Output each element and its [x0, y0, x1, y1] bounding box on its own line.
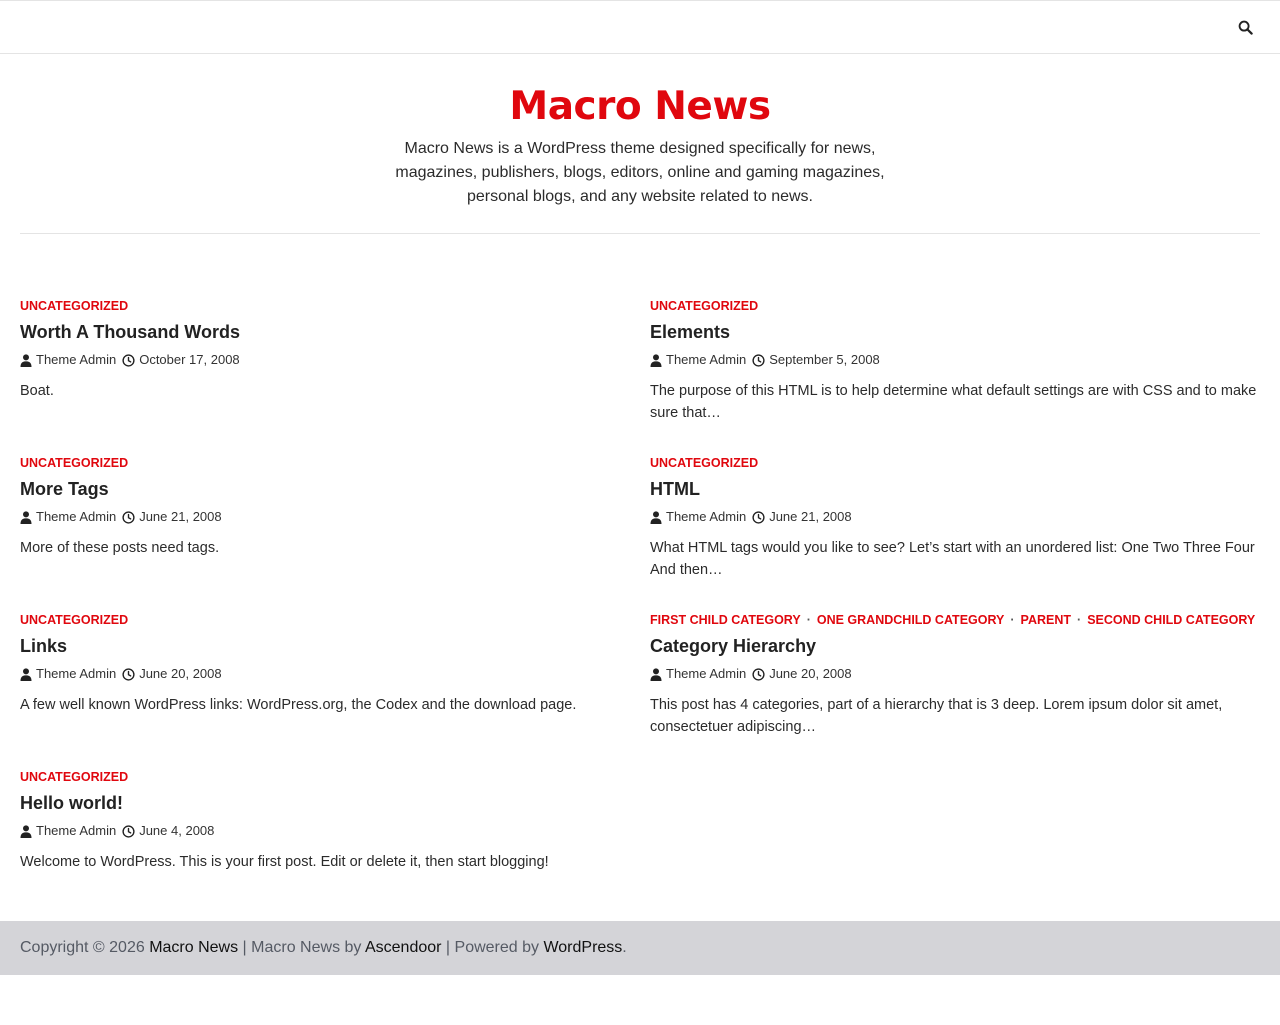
post-author-name: Theme Admin: [36, 509, 117, 524]
post-title[interactable]: HTML: [650, 479, 700, 499]
post-category-link[interactable]: UNCATEGORIZED: [20, 770, 129, 784]
post-categories: [650, 299, 1260, 313]
post-category-link[interactable]: FIRST CHILD CATEGORY: [650, 613, 801, 627]
post-meta: [650, 666, 1260, 682]
clock-icon: [122, 668, 135, 681]
post-date-text: June 21, 2008: [139, 509, 222, 524]
clock-icon: [752, 511, 765, 524]
post-excerpt: Boat.: [20, 383, 54, 399]
footer-site-link[interactable]: Macro News: [149, 939, 239, 956]
post-categories: [20, 613, 630, 627]
post-category-link[interactable]: PARENT: [1020, 613, 1072, 627]
post-author-name: Theme Admin: [36, 666, 117, 681]
category-separator: ·: [806, 613, 811, 627]
clock-icon: [122, 825, 135, 838]
post-meta: [20, 352, 630, 368]
post-excerpt: More of these posts need tags.: [20, 540, 220, 556]
category-separator: ·: [1010, 613, 1015, 627]
post-title[interactable]: Category Hierarchy: [650, 636, 817, 656]
post-date-text: September 5, 2008: [769, 352, 880, 367]
search-icon: [1238, 20, 1253, 35]
clock-icon: [752, 354, 765, 367]
site-footer: [0, 921, 1280, 975]
post-date[interactable]: [122, 823, 214, 839]
author-icon: [650, 354, 662, 367]
footer-wordpress-link[interactable]: WordPress: [543, 939, 623, 956]
search-button[interactable]: [1233, 15, 1257, 39]
author-icon: [20, 825, 32, 838]
post-author-name: Theme Admin: [666, 352, 747, 367]
post-categories: [20, 456, 630, 470]
post-excerpt: A few well known WordPress links: WordPress.org, the Codex and the download page.: [20, 697, 577, 713]
post-author[interactable]: [650, 352, 746, 368]
post-meta: [20, 823, 630, 839]
post-author-name: Theme Admin: [666, 666, 747, 681]
post-title[interactable]: More Tags: [20, 479, 109, 499]
post-author-name: Theme Admin: [36, 352, 117, 367]
post-card: [650, 299, 1260, 424]
post-meta: [650, 509, 1260, 525]
post-category-link[interactable]: UNCATEGORIZED: [20, 456, 129, 470]
post-category-link[interactable]: ONE GRANDCHILD CATEGORY: [816, 613, 1005, 627]
post-categories: [20, 299, 630, 313]
post-meta: [650, 352, 1260, 368]
copyright-text: Copyright © 2026: [20, 939, 150, 956]
author-icon: [20, 668, 32, 681]
post-card: [20, 770, 630, 874]
post-date[interactable]: [122, 509, 221, 525]
post-title[interactable]: Elements: [650, 322, 731, 342]
post-author[interactable]: [650, 666, 746, 682]
post-author-name: Theme Admin: [36, 823, 117, 838]
post-card: [20, 299, 630, 403]
post-date-text: June 4, 2008: [139, 823, 215, 838]
post-excerpt: The purpose of this HTML is to help determine what default settings are with CSS and to make sure that…: [650, 383, 1257, 421]
post-card: [20, 613, 630, 717]
post-categories: [20, 770, 630, 784]
post-title[interactable]: Worth A Thousand Words: [20, 322, 240, 342]
post-date[interactable]: [752, 509, 851, 525]
post-date[interactable]: [752, 352, 880, 368]
post-excerpt: Welcome to WordPress. This is your first post. Edit or delete it, then start blogging!: [20, 854, 549, 870]
post-title[interactable]: Links: [20, 636, 68, 656]
post-date-text: October 17, 2008: [139, 352, 240, 367]
post-excerpt: What HTML tags would you like to see? Let’s start with an unordered list: One Two Three Four And then…: [650, 540, 1255, 578]
author-icon: [650, 511, 662, 524]
site-description: Macro News is a WordPress theme designed specifically for news, magazines, publishers, blogs, editors, online and gaming magazines, personal blogs, and any website related to news.: [395, 140, 885, 205]
post-title[interactable]: Hello world!: [20, 793, 123, 813]
post-meta: [20, 509, 630, 525]
post-author[interactable]: [20, 823, 116, 839]
post-date-text: June 20, 2008: [769, 666, 852, 681]
author-icon: [20, 354, 32, 367]
post-categories: [650, 613, 1260, 627]
clock-icon: [752, 668, 765, 681]
post-categories: [650, 456, 1260, 470]
post-date[interactable]: [122, 666, 221, 682]
post-author[interactable]: [650, 509, 746, 525]
category-separator: ·: [1077, 613, 1082, 627]
post-meta: [20, 666, 630, 682]
author-icon: [650, 668, 662, 681]
post-card: [20, 456, 630, 560]
post-author[interactable]: [20, 352, 116, 368]
header-divider: [20, 233, 1260, 234]
site-branding: [0, 84, 1280, 209]
post-category-link[interactable]: UNCATEGORIZED: [20, 613, 129, 627]
clock-icon: [122, 354, 135, 367]
post-category-link[interactable]: UNCATEGORIZED: [650, 456, 759, 470]
post-date[interactable]: [122, 352, 239, 368]
post-date-text: June 21, 2008: [769, 509, 852, 524]
post-category-link[interactable]: UNCATEGORIZED: [20, 299, 129, 313]
post-category-link[interactable]: UNCATEGORIZED: [650, 299, 759, 313]
post-card: [650, 456, 1260, 581]
post-category-link[interactable]: SECOND CHILD CATEGORY: [1087, 613, 1256, 627]
post-author[interactable]: [20, 666, 116, 682]
footer-author-link[interactable]: Ascendoor: [364, 939, 442, 956]
footer-suffix: .: [622, 939, 627, 956]
post-excerpt: This post has 4 categories, part of a hierarchy that is 3 deep. Lorem ipsum dolor sit amet, consectetuer adipiscing…: [650, 697, 1223, 735]
post-date-text: June 20, 2008: [139, 666, 222, 681]
post-author[interactable]: [20, 509, 116, 525]
footer-powered-text: | Powered by: [441, 939, 544, 956]
clock-icon: [122, 511, 135, 524]
post-card: [650, 613, 1260, 738]
post-date[interactable]: [752, 666, 851, 682]
site-title[interactable]: Macro News: [509, 84, 771, 129]
author-icon: [20, 511, 32, 524]
footer-credit-text: | Macro News by: [238, 939, 365, 956]
top-bar: [0, 0, 1280, 54]
post-author-name: Theme Admin: [666, 509, 747, 524]
